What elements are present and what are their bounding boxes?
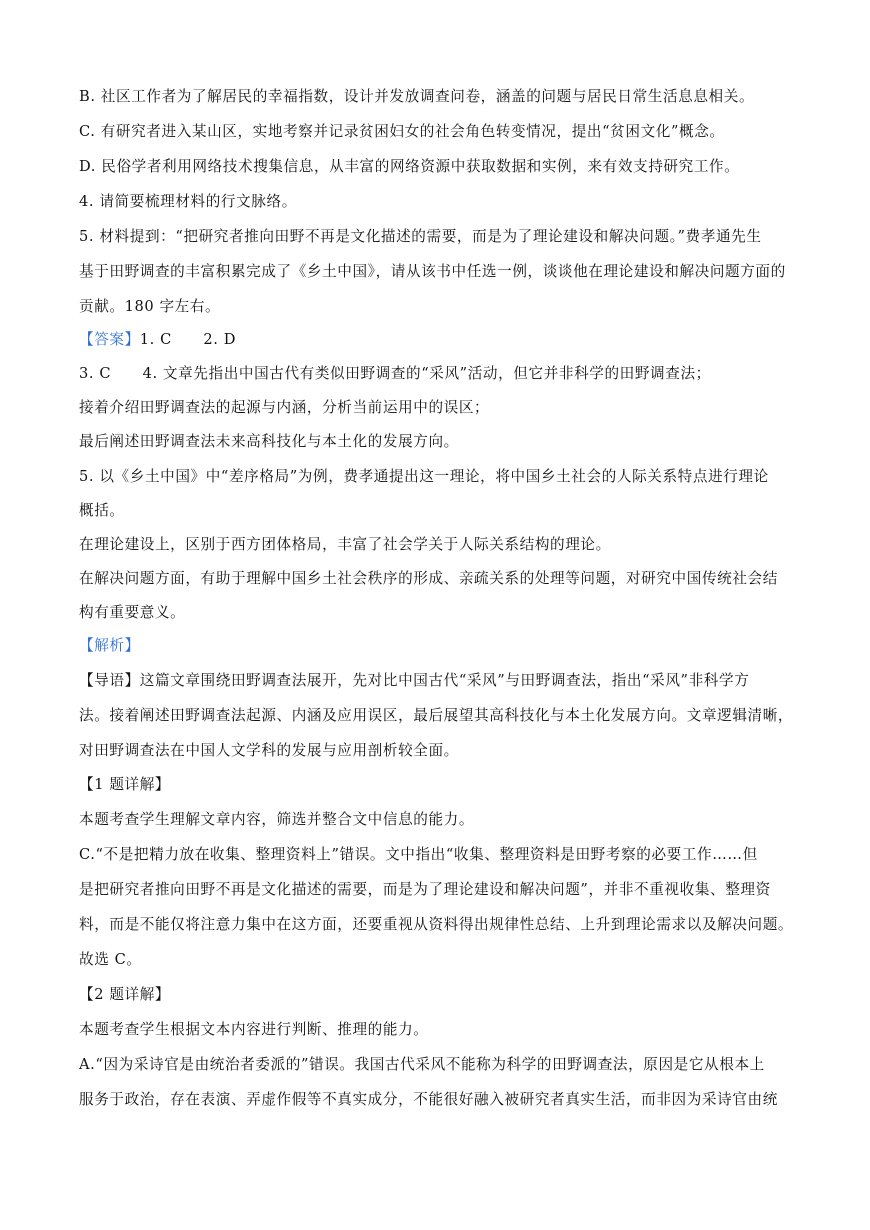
option-b-text: B. 社区工作者为了解居民的幸福指数，设计并发放调查问卷，涵盖的问题与居民日常生活息息相关。	[79, 88, 755, 105]
q1-detail-line-4: 料，而是不能仅将注意力集中在这方面，还要重视从资料得出规律性总结、上升到理论需求以及解决问题。	[79, 916, 794, 933]
option-d-text: D. 民俗学者利用网络技术搜集信息，从丰富的网络资源中获取数据和实例，来有效支持研究工作。	[79, 158, 740, 175]
answer-4-line-3: 最后阐述田野调查法未来高科技化与本土化的发展方向。	[79, 433, 459, 450]
option-c-text: C. 有研究者进入某山区，实地考察并记录贫困妇女的社会角色转变情况，提出“贫困文化”概念。	[79, 123, 725, 140]
question-5-line-1: 5. 材料提到：“把研究者推向田野不再是文化描述的需要，而是为了理论建设和解决问题。”费孝通先生	[79, 228, 762, 245]
q1-detail-heading: 【1 题详解】	[79, 776, 171, 793]
q2-detail-heading: 【2 题详解】	[79, 986, 171, 1003]
question-5-line-2: 基于田野调查的丰富积累完成了《乡土中国》，请从该书中任选一例，谈谈他在理论建设和解决问题方面的	[79, 263, 786, 280]
answer-3-4-line: 3. C 4. 文章先指出中国古代有类似田野调查的“采风”活动，但它并非科学的田野调查法；	[79, 365, 711, 382]
answer-5-line-1: 5. 以《乡土中国》中“差序格局”为例，费孝通提出这一理论，将中国乡土社会的人际关系特点进行理论	[79, 468, 769, 485]
q1-detail-line-5: 故选 C。	[79, 951, 142, 968]
q1-detail-line-1: 本题考查学生理解文章内容，筛选并整合文中信息的能力。	[79, 811, 475, 828]
answer-line	[79, 330, 236, 350]
question-5-line-3: 贡献。180 字左右。	[79, 298, 221, 315]
answer-4-line-2: 接着介绍田野调查法的起源与内涵，分析当前运用中的误区；	[79, 399, 490, 416]
intro-line-3: 对田野调查法在中国人文学科的发展与应用剖析较全面。	[79, 742, 459, 759]
q2-detail-line-2: A.“因为采诗官是由统治者委派的”错误。我国古代采风不能称为科学的田野调查法，原因是它从根本上	[79, 1056, 765, 1073]
q1-detail-line-2: C.“不是把精力放在收集、整理资料上”错误。文中指出“收集、整理资料是田野考察的必要工作……但	[79, 846, 758, 863]
answer-tag: 【答案】	[79, 331, 140, 348]
q1-detail-line-3: 是把研究者推向田野不再是文化描述的需要，而是为了理论建设和解决问题”，并非不重视收集、整理资	[79, 881, 771, 898]
answer-5-line-2: 概括。	[79, 502, 125, 519]
answer-1-2: 1. C 2. D	[139, 331, 237, 348]
answer-5-line-4: 在解决问题方面，有助于理解中国乡土社会秩序的形成、亲疏关系的处理等问题，对研究中国传统社会结	[79, 570, 778, 587]
q2-detail-line-1: 本题考查学生根据文本内容进行判断、推理的能力。	[79, 1021, 429, 1038]
q2-detail-line-3: 服务于政治，存在表演、弄虚作假等不真实成分，不能很好融入被研究者真实生活，而非因为采诗官由统	[79, 1091, 778, 1108]
intro-line-1: 【导语】这篇文章围绕田野调查法展开，先对比中国古代“采风”与田野调查法，指出“采风”非科学方	[79, 672, 750, 689]
answer-5-line-3: 在理论建设上，区别于西方团体格局，丰富了社会学关于人际关系结构的理论。	[79, 536, 611, 553]
answer-5-line-5: 构有重要意义。	[79, 604, 186, 621]
analysis-tag: 【解析】	[79, 637, 140, 654]
question-4-text: 4. 请简要梳理材料的行文脉络。	[79, 193, 297, 210]
intro-line-2: 法。接着阐述田野调查法起源、内涵及应用误区，最后展望其高科技化与本土化发展方向。文章逻辑清晰，	[79, 707, 794, 724]
